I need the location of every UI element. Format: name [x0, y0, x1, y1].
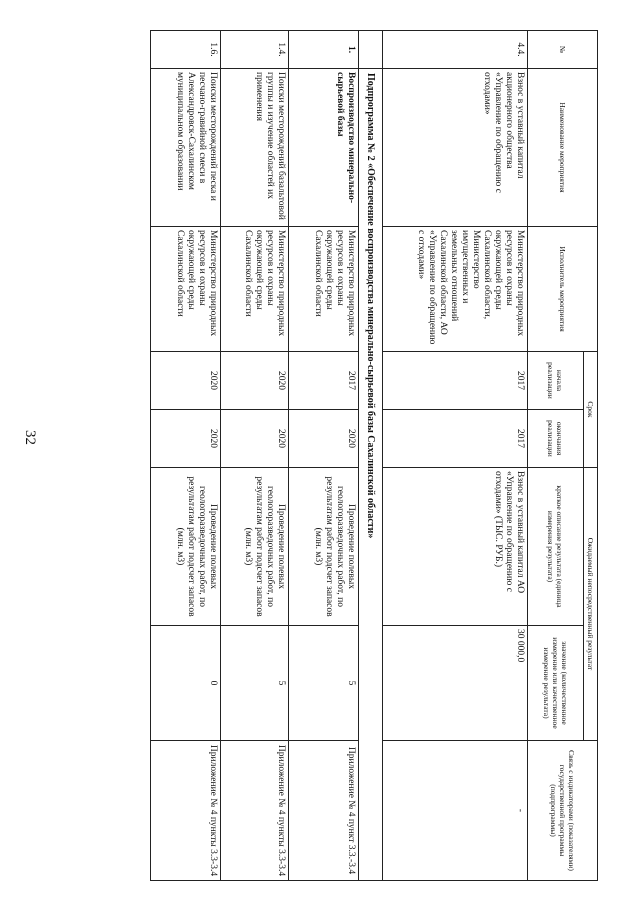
row-num: 1.4.: [221, 31, 289, 69]
row-value: 5: [221, 626, 289, 741]
row-start: 2020: [151, 352, 221, 410]
measures-table: [150, 30, 598, 881]
header-num: №: [528, 31, 598, 69]
row-end: 2020: [221, 410, 289, 468]
header-term-end: окончания реализации: [528, 410, 584, 468]
row-executor: Министерство природных ресурсов и охраны окружающей среды Сахалинской области: [221, 227, 289, 352]
row-result: Проведение полевых геологоразведочных работ, по результатам работ подсчет запасов (млн. м3): [221, 468, 289, 626]
row-name: Поиски месторождений базальтовой группы и изучение областей их применения: [221, 69, 289, 227]
row-end: 2020: [151, 410, 221, 468]
row-num: 4.4.: [383, 31, 528, 69]
row-name: Поиски месторождений песка и песчано-гравийной смеси в Александровск-Сахалинском муниципальном образовании: [151, 69, 221, 227]
header-executor: Исполнитель мероприятия: [528, 227, 598, 352]
row-link: Приложение № 4 пункты 3.3-3.4: [151, 741, 221, 881]
header-term-start: начала реализации: [528, 352, 584, 410]
row-start: 2020: [221, 352, 289, 410]
row-result: Проведение полевых геологоразведочных работ, по результатам работ подсчет запасов (млн. м3): [151, 468, 221, 626]
row-value: 5: [289, 626, 359, 741]
row-link: Приложение № 4 пункт 3.3.-3.4: [289, 741, 359, 881]
table-row-4-4: [383, 31, 528, 881]
table-row-1-4: [221, 31, 289, 881]
row-result: Взнос в уставный капитал АО «Управление по обращению с отходами» (ТЫС. РУБ.): [383, 468, 528, 626]
row-name: Взнос в уставный капитал акционерного общества «Управление по обращению с отходами»: [383, 69, 528, 227]
header-name: Наименование мероприятия: [528, 69, 598, 227]
header-expected-desc: краткое описание результата (единица измерения результата): [528, 468, 584, 626]
page-number: 32: [22, 430, 38, 445]
row-result: Проведение полевых геологоразведочных работ, по результатам работ подсчет запасов (млн. м3): [289, 468, 359, 626]
table-row-1: [289, 31, 359, 881]
header-row-1: [584, 31, 598, 881]
row-start: 2017: [383, 352, 528, 410]
table-row-1-6: [151, 31, 221, 881]
row-link: -: [383, 741, 528, 881]
header-expected: Ожидаемый непосредственный результат: [584, 468, 598, 741]
row-end: 2020: [289, 410, 359, 468]
header-expected-value: значение (количественное измерение или качественное измерение результата): [528, 626, 584, 741]
row-end: 2017: [383, 410, 528, 468]
rotated-table-container: [153, 30, 598, 880]
row-executor: Министерство природных ресурсов и охраны окружающей среды Сахалинской области: [289, 227, 359, 352]
row-num: 1.: [289, 31, 359, 69]
row-num: 1.6.: [151, 31, 221, 69]
row-value: 30 000,0: [383, 626, 528, 741]
row-link: Приложение № 4 пункты 3.3-3.4: [221, 741, 289, 881]
row-name: Воспроизводство минерально-сырьевой базы: [289, 69, 359, 227]
section-title: Подпрограмма № 2 «Обеспечение воспроизводства минерально-сырьевой базы Сахалинской области»: [359, 69, 383, 881]
section-row: [359, 31, 383, 881]
header-term: Срок: [584, 352, 598, 468]
row-executor: Министерство природных ресурсов и охраны окружающей среды Сахалинской области: [151, 227, 221, 352]
row-executor: Министерство природных ресурсов и охраны окружающей среды Сахалинской области, Министерство имущественных и земельных отношений Сахалинской области, АО «Управление по обращению с отходами»: [383, 227, 528, 352]
row-value: 0: [151, 626, 221, 741]
row-start: 2017: [289, 352, 359, 410]
header-link: Связь с индикаторами (показателями) государственной программы (подпрограммы): [528, 741, 598, 881]
